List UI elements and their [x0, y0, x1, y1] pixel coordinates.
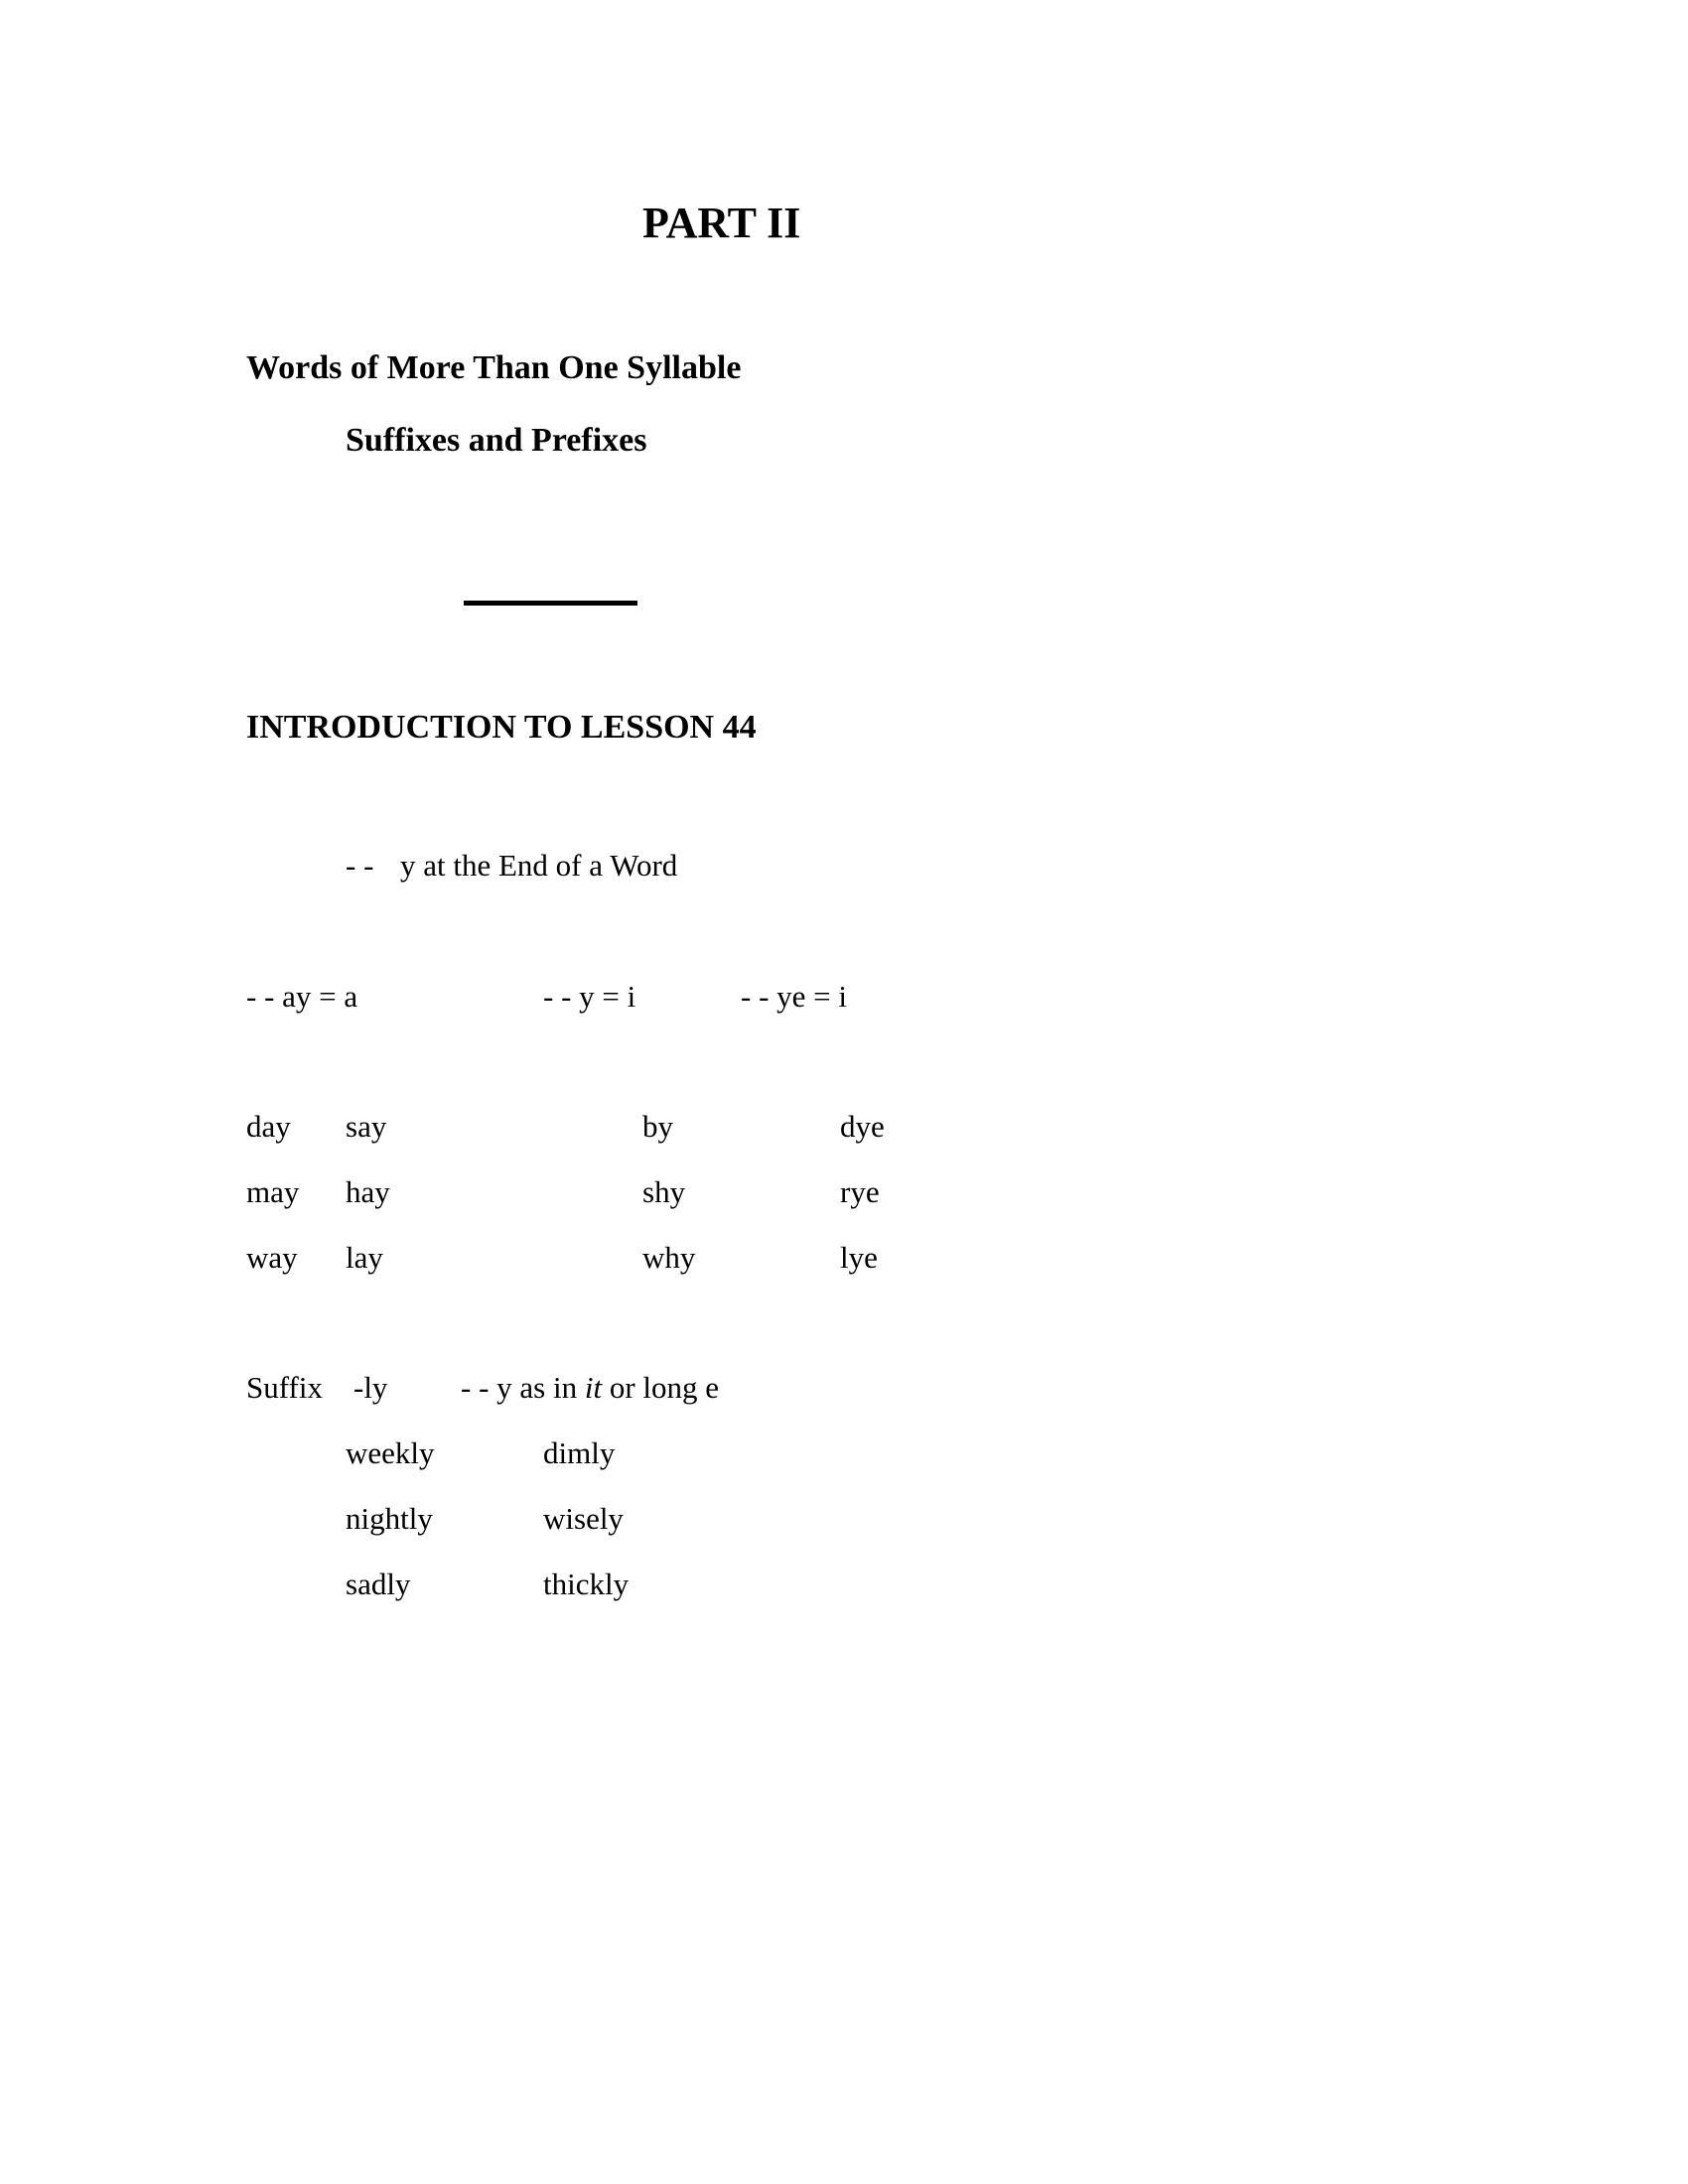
suffix-note-italic: it	[584, 1370, 603, 1405]
suffix-word-col2-3: thickly	[543, 1567, 630, 1601]
word-y-3: why	[642, 1240, 696, 1275]
word-y-1: by	[642, 1109, 673, 1144]
divider-rule	[464, 601, 637, 606]
suffix-ly: -ly	[353, 1370, 388, 1405]
suffix-word-col1-3: sadly	[346, 1567, 411, 1601]
subtitle-words: Words of More Than One Syllable	[246, 349, 742, 386]
word-ay-col1-3: way	[246, 1240, 298, 1275]
rule-y: - - y = i	[543, 979, 636, 1014]
word-ye-1: dye	[840, 1109, 885, 1144]
word-ay-col1-2: may	[246, 1174, 300, 1209]
rule-ye: - - ye = i	[741, 979, 848, 1014]
suffix-word-col1-1: weekly	[346, 1435, 435, 1470]
suffix-word-col1-2: nightly	[346, 1501, 433, 1536]
topic-dashes: - -	[346, 848, 374, 883]
word-ay-col2-3: lay	[346, 1240, 383, 1275]
suffix-label: Suffix	[246, 1370, 323, 1405]
word-y-2: shy	[642, 1174, 686, 1209]
suffix-note-prefix: - - y as in	[461, 1370, 585, 1405]
suffix-note-suffix: or long e	[602, 1370, 720, 1405]
word-ay-col2-2: hay	[346, 1174, 390, 1209]
word-ay-col1-1: day	[246, 1109, 291, 1144]
page-title: PART II	[642, 199, 801, 247]
suffix-note	[461, 1372, 719, 1403]
rule-ay: - - ay = a	[246, 979, 358, 1014]
word-ay-col2-1: say	[346, 1109, 387, 1144]
suffix-word-col2-1: dimly	[543, 1435, 616, 1470]
subtitle-suffixes: Suffixes and Prefixes	[346, 422, 647, 459]
lesson-heading: INTRODUCTION TO LESSON 44	[246, 709, 757, 746]
word-ye-3: lye	[840, 1240, 878, 1275]
suffix-word-col2-2: wisely	[543, 1501, 624, 1536]
topic-text: y at the End of a Word	[400, 848, 678, 883]
word-ye-2: rye	[840, 1174, 880, 1209]
